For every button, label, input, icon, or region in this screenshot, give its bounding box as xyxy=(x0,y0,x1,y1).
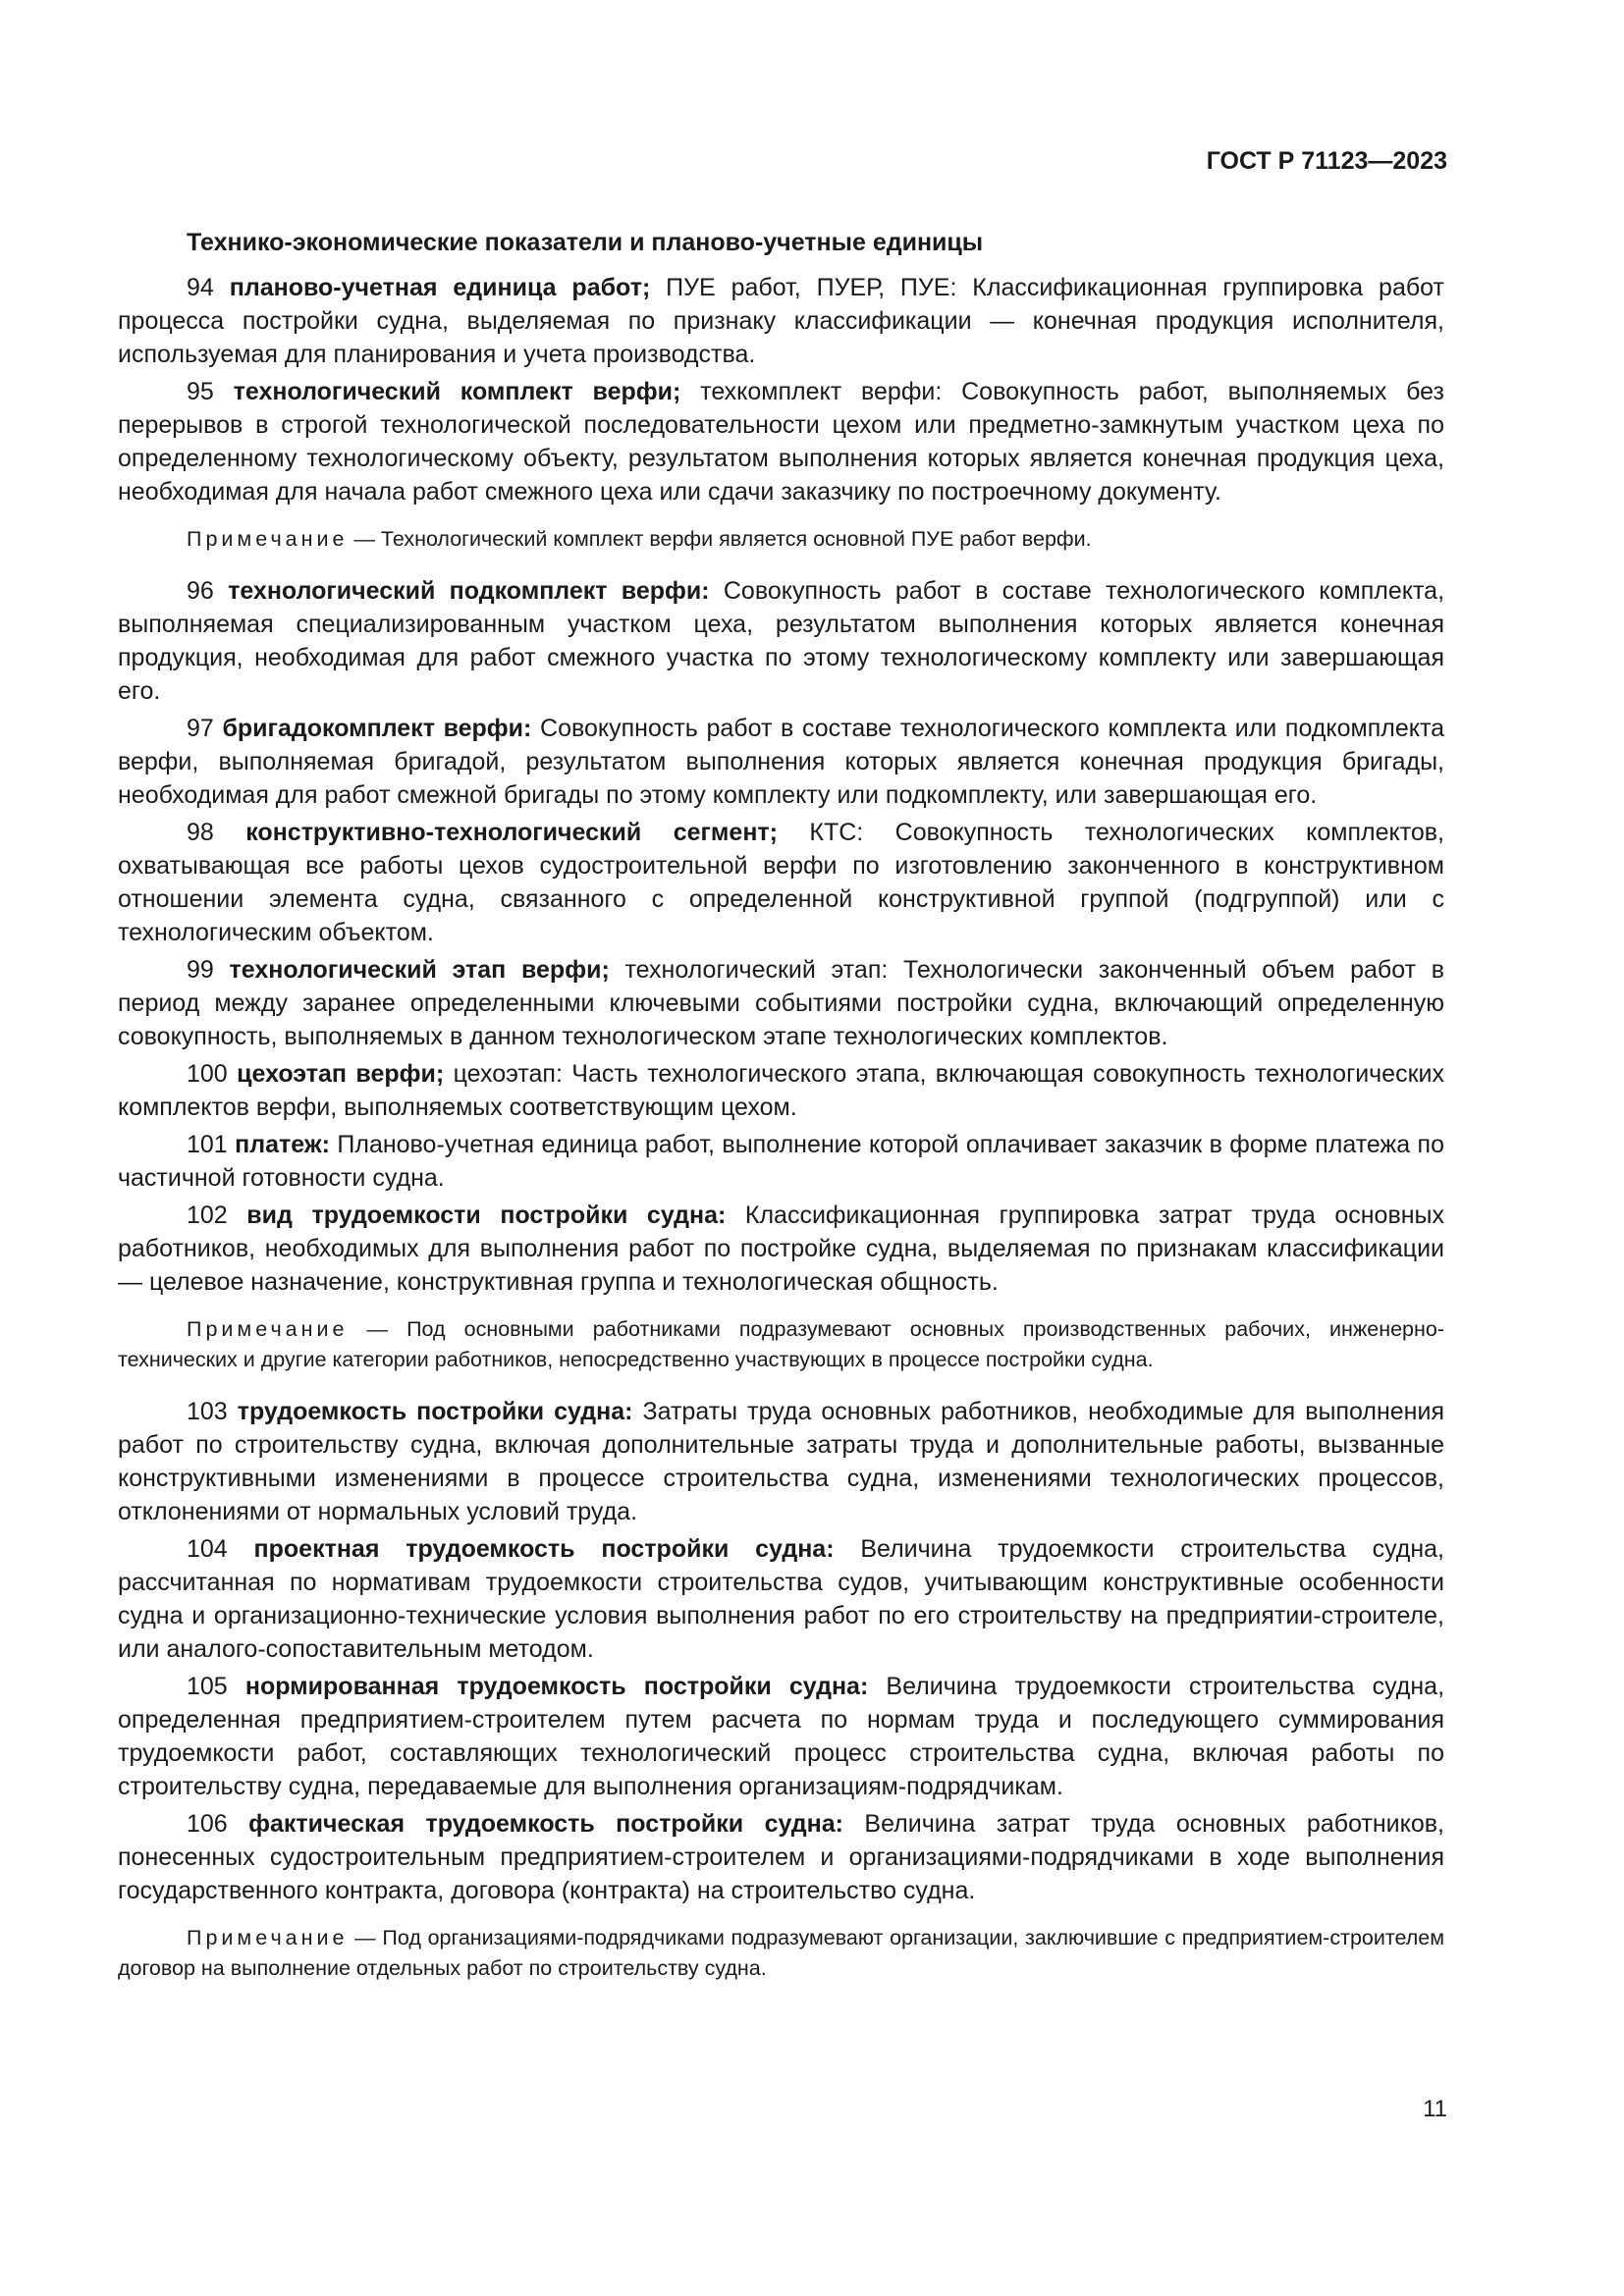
term-entry xyxy=(118,1057,1444,1124)
term-entry xyxy=(118,1807,1444,1907)
note-text: — Технологический комплект верфи является основной ПУЕ работ верфи. xyxy=(353,527,1092,551)
term-name: проектная трудоемкость постройки судна: xyxy=(253,1535,835,1563)
term-definition: Планово-учетная единица работ, выполнение которой оплачивает заказчик в форме платежа по частичной готовности судна. xyxy=(118,1131,1444,1192)
term-entry xyxy=(118,1199,1444,1299)
term-name: технологический этап верфи; xyxy=(229,956,610,984)
term-name: платеж: xyxy=(235,1131,330,1158)
term-number: 98 xyxy=(187,819,214,846)
term-number: 97 xyxy=(187,715,214,742)
term-number: 101 xyxy=(187,1131,228,1158)
term-number: 106 xyxy=(187,1810,228,1838)
term-definition: Величина затрат труда основных работников, понесенных судостроительным предприятием-строителем и организациями-подрядчиками в ходе выполнения государственного контракта, договора (контракта) на строительство судна. xyxy=(118,1810,1444,1904)
term-definition: КТС: Совокупность технологических комплектов, охватывающая все работы цехов судостроительной верфи по изготовлению законченного в конструктивном отношении элемента судна, связанного с определенной конструктивной группой (подгруппой) или с технологическим объектом. xyxy=(118,819,1444,946)
term-definition: Классификационная группировка затрат труда основных работников, необходимых для выполнения работ по постройке судна, выделяемая по признакам классификации — целевое назначение, конструктивная группа и технологическая общность. xyxy=(118,1201,1445,1296)
term-name: фактическая трудоемкость постройки судна: xyxy=(248,1810,843,1838)
term-entry xyxy=(118,1395,1444,1528)
term-entry xyxy=(118,574,1444,708)
term-number: 94 xyxy=(187,274,214,301)
term-number: 99 xyxy=(187,956,214,984)
term-entry xyxy=(118,271,1444,371)
term-definition: ПУЕ работ, ПУЕР, ПУЕ: Классификационная группировка работ процесса постройки судна, выделяемая по признаку классификации — конечная продукция исполнителя, используемая для планирования и учета производства. xyxy=(118,274,1444,368)
term-definition: Совокупность работ в составе технологического комплекта или подкомплекта верфи, выполняемая бригадой, результатом выполнения которых является конечная продукция бригады, необходимая для работ смежной бригады по этому комплекту или подкомплекту, или завершающая его. xyxy=(118,715,1445,809)
term-name: вид трудоемкости постройки судна: xyxy=(246,1201,727,1229)
document-id: ГОСТ Р 71123—2023 xyxy=(1206,147,1447,175)
note-text: — Под организациями-подрядчиками подразумевают организации, заключившие с предприятием-строителем договор на выполнение отдельных работ по строительству судна. xyxy=(118,1926,1444,1980)
term-name: цехоэтап верфи; xyxy=(237,1060,445,1088)
note-label: Примечание xyxy=(187,1926,349,1949)
term-entry xyxy=(118,1532,1444,1666)
term-definition: Затраты труда основных работников, необходимые для выполнения работ по строительству судна, включая дополнительные затраты труда и дополнительные работы, вызванные конструктивными изменениями в процессе строительства судна, изменениями технологических процессов, отклонениями от нормальных условий труда. xyxy=(118,1398,1444,1525)
term-definition: Совокупность работ в составе технологического комплекта, выполняемая специализированным участком цеха, результатом выполнения которых является конечная продукция, необходимая для работ смежного участка по этому технологическому комплекту или завершающая его. xyxy=(118,577,1445,705)
term-name: нормированная трудоемкость постройки судна: xyxy=(244,1673,869,1700)
term-definition: Величина трудоемкости строительства судна, рассчитанная по нормативам трудоемкости строительства судов, учитывающим конструктивные особенности судна и организационно-технические условия выполнения работ по его строительству на предприятии-строителе, или аналого-сопоставительным методом. xyxy=(118,1535,1444,1663)
term-entry xyxy=(118,1670,1444,1803)
term-entry xyxy=(118,816,1444,949)
page-number: 11 xyxy=(1423,2096,1447,2122)
term-definition: Величина трудоемкости строительства судна, определенная предприятием-строителем путем расчета по нормам труда и последующего суммирования трудоемкости работ, составляющих технологический процесс строительства судна, включая работы по строительству судна, передаваемые для выполнения организациям-подрядчикам. xyxy=(118,1673,1445,1800)
note-text: — Под основными работниками подразумевают основных производственных рабочих, инженерно-технических и другие категории работников, непосредственно участвующих в процессе постройки судна. xyxy=(118,1317,1444,1371)
note xyxy=(118,1923,1444,1984)
term-number: 104 xyxy=(187,1535,228,1563)
term-definition: технологический этап: Технологически законченный объем работ в период между заранее определенными ключевыми событиями постройки судна, включающий определенную совокупность, выполняемых в данном технологическом этапе технологических комплектов. xyxy=(118,956,1445,1050)
term-number: 95 xyxy=(187,378,214,405)
term-entry xyxy=(118,375,1444,508)
term-name: трудоемкость постройки судна: xyxy=(237,1398,633,1425)
term-number: 102 xyxy=(187,1201,228,1229)
term-number: 100 xyxy=(187,1060,228,1088)
term-number: 103 xyxy=(187,1398,228,1425)
term-name: конструктивно-технологический сегмент; xyxy=(245,819,778,846)
term-name: технологический комплект верфи; xyxy=(233,378,681,405)
term-number: 96 xyxy=(187,577,214,605)
term-name: технологический подкомплект верфи: xyxy=(228,577,710,605)
term-name: бригадокомплект верфи: xyxy=(222,715,532,742)
note xyxy=(118,524,1444,555)
term-name: планово-учетная единица работ; xyxy=(229,274,651,301)
note-label: Примечание xyxy=(187,527,349,551)
page-content xyxy=(118,226,1444,2003)
term-entry xyxy=(118,953,1444,1053)
note xyxy=(118,1314,1444,1375)
section-title: Технико-экономические показатели и планово-учетные единицы xyxy=(187,229,984,256)
term-entry xyxy=(118,712,1444,812)
term-number: 105 xyxy=(187,1673,228,1700)
term-entry xyxy=(118,1128,1444,1195)
term-definition: техкомплект верфи: Совокупность работ, выполняемых без перерывов в строгой технологической последовательности цехом или предметно-замкнутым участком цеха по определенному технологическому объекту, результатом выполнения которых является конечная продукция цеха, необходимая для начала работ смежного цеха или сдачи заказчику по построечному документу. xyxy=(118,378,1444,506)
term-definition: цехоэтап: Часть технологического этапа, включающая совокупность технологических комплектов верфи, выполняемых соответствующим цехом. xyxy=(118,1060,1444,1121)
note-label: Примечание xyxy=(187,1317,349,1341)
